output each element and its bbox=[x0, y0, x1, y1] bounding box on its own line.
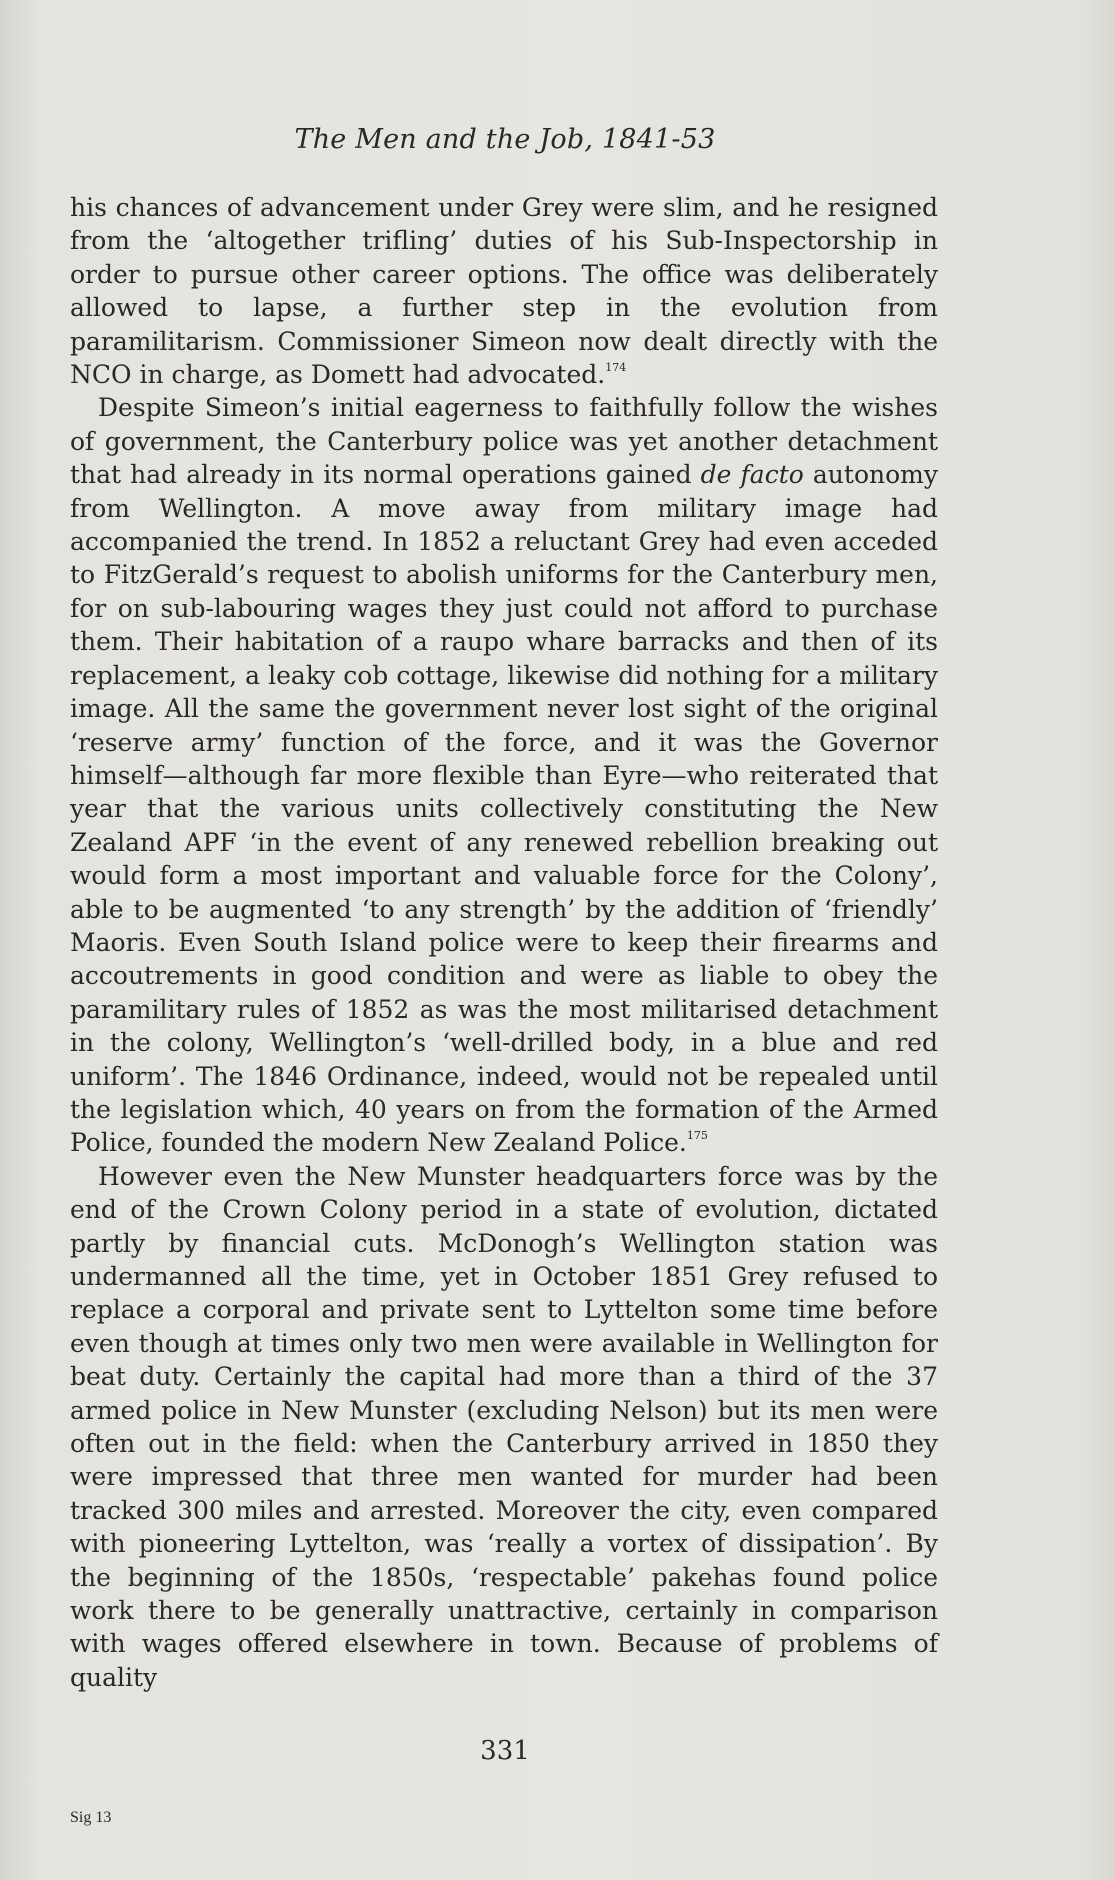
footnote-ref: 175 bbox=[686, 1129, 708, 1143]
text-run: his chances of advancement under Grey were slim, and he resigned from the ‘altogether trifling’ duties of his Sub-Inspectorship in order to pursue other career options. The office was deliberately allowed to lapse, a further step in the evolution from paramilitarism. Commissioner Simeon now dealt directly with the NCO in charge, as Domett had advocated. bbox=[70, 193, 938, 390]
paragraph-3 bbox=[70, 1160, 938, 1695]
italic-text: de facto bbox=[700, 460, 804, 490]
running-head: The Men and the Job, 1841-53 bbox=[294, 124, 716, 155]
text-run: However even the New Munster headquarters force was by the end of the Crown Colony period in a state of evolution, dictated partly by financial cuts. McDonogh’s Wellington station was undermanned all the time, yet in October 1851 Grey refused to replace a corporal and private sent to Lyttelton some time before even though at times only two men were available in Wellington for beat duty. Certainly the capital had more than a third of the 37 armed police in New Munster (excluding Nelson) but its men were often out in the field: when the Canterbury arrived in 1850 they were impressed that three men wanted for murder had been tracked 300 miles and arrested. Moreover the city, even compared with pioneering Lyttelton, was ‘really a vortex of dissipation’. By the beginning of the 1850s, ‘respectable’ pakehas found police work there to be generally unattractive, certainly in comparison with wages offered elsewhere in town. Because of problems of quality bbox=[70, 1161, 938, 1692]
body-text bbox=[70, 191, 938, 1694]
paragraph-1 bbox=[70, 191, 938, 391]
text-run: Despite Simeon’s initial eagerness to faithfully follow the wishes of government, the Canterbury police was yet another detachment that had already in its normal operations gained bbox=[70, 393, 938, 490]
text-run: autonomy from Wellington. A move away from military image had accompanied the trend. In 1852 a reluctant Grey had even acceded to FitzGerald’s request to abolish uniforms for the Canterbury men, for on sub-labouring wages they just could not afford to purchase them. Their habitation of a raupo whare barracks and then of its replacement, a leaky cob cottage, likewise did nothing for a military image. All the same the government never lost sight of the original ‘reserve army’ function of the force, and it was the Governor himself—although far more flexible than Eyre—who reiterated that year that the various units collectively constituting the New Zealand APF ‘in the event of any renewed rebellion breaking out would form a most important and valuable force for the Colony’, able to be augmented ‘to any strength’ by the addition of ‘friendly’ Maoris. Even South Island police were to keep their firearms and accoutrements in good condition and were as liable to obey the paramilitary rules of 1852 as was the most militarised detachment in the colony, Wellington’s ‘well-drilled body, in a blue and red uniform’. The 1846 Ordinance, indeed, would not be repealed until the legislation which, 40 years on from the formation of the Armed Police, founded the modern New Zealand Police. bbox=[70, 460, 938, 1158]
paragraph-2 bbox=[70, 391, 938, 1159]
signature-mark: Sig 13 bbox=[70, 1809, 112, 1826]
page-number: 331 bbox=[480, 1736, 530, 1766]
footnote-ref: 174 bbox=[605, 361, 627, 375]
